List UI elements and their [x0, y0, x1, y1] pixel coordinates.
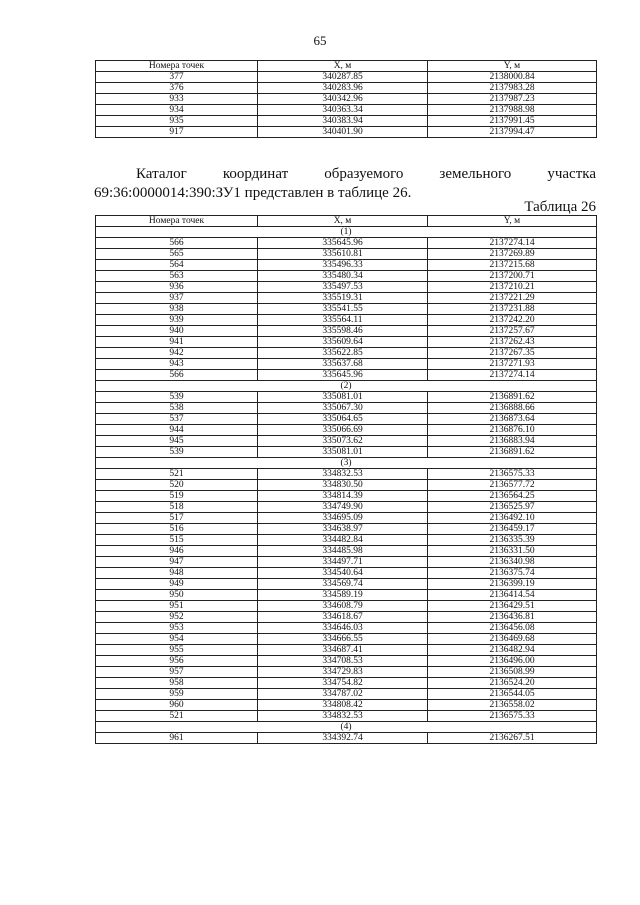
point-number-cell: 376 — [96, 83, 258, 94]
y-coordinate-cell: 2137231.88 — [428, 304, 597, 315]
y-coordinate-cell: 2136558.02 — [428, 700, 597, 711]
table-caption: Таблица 26 — [524, 199, 596, 215]
point-number-cell: 953 — [96, 623, 258, 634]
y-coordinate-cell: 2137200.71 — [428, 271, 597, 282]
y-coordinate-cell: 2137271.93 — [428, 359, 597, 370]
x-coordinate-cell: 334695.09 — [258, 513, 428, 524]
header-y: Y, м — [428, 216, 597, 227]
table-row — [96, 403, 597, 414]
x-coordinate-cell: 334687.41 — [258, 645, 428, 656]
x-coordinate-cell: 334569.74 — [258, 579, 428, 590]
y-coordinate-cell: 2137983.28 — [428, 83, 597, 94]
point-number-cell: 952 — [96, 612, 258, 623]
point-number-cell: 958 — [96, 678, 258, 689]
point-number-cell: 948 — [96, 568, 258, 579]
y-coordinate-cell: 2136399.19 — [428, 579, 597, 590]
section-label: (1) — [96, 227, 597, 238]
point-number-cell: 951 — [96, 601, 258, 612]
table-row — [96, 733, 597, 744]
x-coordinate-cell: 335480.34 — [258, 271, 428, 282]
y-coordinate-cell: 2137994.47 — [428, 127, 597, 138]
x-coordinate-cell: 335496.33 — [258, 260, 428, 271]
intro-word: координат — [222, 166, 289, 182]
y-coordinate-cell: 2136577.72 — [428, 480, 597, 491]
x-coordinate-cell: 340383.94 — [258, 116, 428, 127]
table-row — [96, 105, 597, 116]
table-row — [96, 127, 597, 138]
x-coordinate-cell: 334618.67 — [258, 612, 428, 623]
section-label: (2) — [96, 381, 597, 392]
table-row — [96, 667, 597, 678]
point-number-cell: 940 — [96, 326, 258, 337]
table-row — [96, 634, 597, 645]
y-coordinate-cell: 2136267.51 — [428, 733, 597, 744]
y-coordinate-cell: 2136525.97 — [428, 502, 597, 513]
table-row — [96, 612, 597, 623]
point-number-cell: 521 — [96, 469, 258, 480]
table-header-row — [96, 61, 597, 72]
intro-paragraph — [94, 165, 596, 203]
x-coordinate-cell: 334392.74 — [258, 733, 428, 744]
section-label-row — [96, 227, 597, 238]
x-coordinate-cell: 335610.81 — [258, 249, 428, 260]
table-row — [96, 678, 597, 689]
point-number-cell: 936 — [96, 282, 258, 293]
point-number-cell: 938 — [96, 304, 258, 315]
table-row — [96, 304, 597, 315]
table-row — [96, 94, 597, 105]
x-coordinate-cell: 334482.84 — [258, 535, 428, 546]
point-number-cell: 947 — [96, 557, 258, 568]
x-coordinate-cell: 334729.83 — [258, 667, 428, 678]
table-row — [96, 645, 597, 656]
y-coordinate-cell: 2136335.39 — [428, 535, 597, 546]
x-coordinate-cell: 340287.85 — [258, 72, 428, 83]
x-coordinate-cell: 334787.02 — [258, 689, 428, 700]
point-number-cell: 563 — [96, 271, 258, 282]
x-coordinate-cell: 335066.69 — [258, 425, 428, 436]
point-number-cell: 566 — [96, 370, 258, 381]
table-body — [96, 227, 597, 744]
table-row — [96, 700, 597, 711]
point-number-cell: 917 — [96, 127, 258, 138]
x-coordinate-cell: 334485.98 — [258, 546, 428, 557]
intro-word: образуемого — [324, 166, 404, 182]
x-coordinate-cell: 335564.11 — [258, 315, 428, 326]
y-coordinate-cell: 2136492.10 — [428, 513, 597, 524]
section-label: (4) — [96, 722, 597, 733]
y-coordinate-cell: 2136524.20 — [428, 678, 597, 689]
section-label-row — [96, 458, 597, 469]
y-coordinate-cell: 2136575.33 — [428, 469, 597, 480]
y-coordinate-cell: 2136459.17 — [428, 524, 597, 535]
table-row — [96, 623, 597, 634]
point-number-cell: 939 — [96, 315, 258, 326]
table-row — [96, 260, 597, 271]
table-row — [96, 337, 597, 348]
y-coordinate-cell: 2137215.68 — [428, 260, 597, 271]
coordinates-table-continued — [95, 60, 597, 138]
header-point-number: Номера точек — [96, 61, 258, 72]
intro-line-1 — [94, 165, 596, 184]
x-coordinate-cell: 334608.79 — [258, 601, 428, 612]
table-row — [96, 83, 597, 94]
table-row — [96, 491, 597, 502]
x-coordinate-cell: 340283.96 — [258, 83, 428, 94]
x-coordinate-cell: 335609.64 — [258, 337, 428, 348]
table-row — [96, 535, 597, 546]
table-row — [96, 524, 597, 535]
y-coordinate-cell: 2136873.64 — [428, 414, 597, 425]
table-row — [96, 568, 597, 579]
intro-word: Каталог — [136, 166, 187, 182]
point-number-cell: 519 — [96, 491, 258, 502]
x-coordinate-cell: 335598.46 — [258, 326, 428, 337]
x-coordinate-cell: 334832.53 — [258, 469, 428, 480]
section-label-row — [96, 722, 597, 733]
point-number-cell: 517 — [96, 513, 258, 524]
x-coordinate-cell: 334638.97 — [258, 524, 428, 535]
point-number-cell: 521 — [96, 711, 258, 722]
point-number-cell: 961 — [96, 733, 258, 744]
y-coordinate-cell: 2136331.50 — [428, 546, 597, 557]
point-number-cell: 566 — [96, 238, 258, 249]
table-row — [96, 326, 597, 337]
table-row — [96, 601, 597, 612]
header-x: X, м — [258, 61, 428, 72]
y-coordinate-cell: 2136429.51 — [428, 601, 597, 612]
y-coordinate-cell: 2136496.00 — [428, 656, 597, 667]
x-coordinate-cell: 335081.01 — [258, 392, 428, 403]
point-number-cell: 942 — [96, 348, 258, 359]
x-coordinate-cell: 340401.90 — [258, 127, 428, 138]
table-row — [96, 590, 597, 601]
section-label-row — [96, 381, 597, 392]
y-coordinate-cell: 2136340.98 — [428, 557, 597, 568]
y-coordinate-cell: 2136508.99 — [428, 667, 597, 678]
intro-word: земельного — [439, 166, 512, 182]
table-row — [96, 249, 597, 260]
x-coordinate-cell: 334754.82 — [258, 678, 428, 689]
x-coordinate-cell: 335645.96 — [258, 238, 428, 249]
table-row — [96, 469, 597, 480]
x-coordinate-cell: 335645.96 — [258, 370, 428, 381]
x-coordinate-cell: 334832.53 — [258, 711, 428, 722]
table-row — [96, 315, 597, 326]
point-number-cell: 946 — [96, 546, 258, 557]
section-label: (3) — [96, 458, 597, 469]
table-row — [96, 392, 597, 403]
y-coordinate-cell: 2137257.67 — [428, 326, 597, 337]
point-number-cell: 960 — [96, 700, 258, 711]
table-row — [96, 238, 597, 249]
y-coordinate-cell: 2137274.14 — [428, 370, 597, 381]
y-coordinate-cell: 2136436.81 — [428, 612, 597, 623]
point-number-cell: 539 — [96, 392, 258, 403]
y-coordinate-cell: 2137991.45 — [428, 116, 597, 127]
table-row — [96, 348, 597, 359]
table-body — [96, 72, 597, 138]
table-row — [96, 502, 597, 513]
x-coordinate-cell: 334814.39 — [258, 491, 428, 502]
table-row — [96, 116, 597, 127]
point-number-cell: 934 — [96, 105, 258, 116]
x-coordinate-cell: 334708.53 — [258, 656, 428, 667]
x-coordinate-cell: 335497.53 — [258, 282, 428, 293]
x-coordinate-cell: 335073.62 — [258, 436, 428, 447]
table-row — [96, 546, 597, 557]
table-row — [96, 271, 597, 282]
point-number-cell: 537 — [96, 414, 258, 425]
y-coordinate-cell: 2137987.23 — [428, 94, 597, 105]
table-row — [96, 480, 597, 491]
y-coordinate-cell: 2137274.14 — [428, 238, 597, 249]
y-coordinate-cell: 2136564.25 — [428, 491, 597, 502]
x-coordinate-cell: 335064.65 — [258, 414, 428, 425]
y-coordinate-cell: 2137267.35 — [428, 348, 597, 359]
table-row — [96, 447, 597, 458]
y-coordinate-cell: 2136544.05 — [428, 689, 597, 700]
header-y: Y, м — [428, 61, 597, 72]
point-number-cell: 944 — [96, 425, 258, 436]
header-point-number: Номера точек — [96, 216, 258, 227]
table-row — [96, 579, 597, 590]
table-row — [96, 282, 597, 293]
x-coordinate-cell: 334540.64 — [258, 568, 428, 579]
point-number-cell: 515 — [96, 535, 258, 546]
point-number-cell: 516 — [96, 524, 258, 535]
coordinates-table-26 — [95, 215, 597, 744]
point-number-cell: 949 — [96, 579, 258, 590]
point-number-cell: 935 — [96, 116, 258, 127]
x-coordinate-cell: 340363.34 — [258, 105, 428, 116]
x-coordinate-cell: 334646.03 — [258, 623, 428, 634]
y-coordinate-cell: 2136469.68 — [428, 634, 597, 645]
x-coordinate-cell: 335637.68 — [258, 359, 428, 370]
y-coordinate-cell: 2136876.10 — [428, 425, 597, 436]
intro-line-2: 69:36:0000014:390:ЗУ1 представлен в таблице 26. — [94, 185, 412, 201]
point-number-cell: 539 — [96, 447, 258, 458]
y-coordinate-cell: 2138000.84 — [428, 72, 597, 83]
y-coordinate-cell: 2137988.98 — [428, 105, 597, 116]
header-x: X, м — [258, 216, 428, 227]
point-number-cell: 959 — [96, 689, 258, 700]
table-row — [96, 711, 597, 722]
y-coordinate-cell: 2137210.21 — [428, 282, 597, 293]
table-row — [96, 293, 597, 304]
x-coordinate-cell: 334808.42 — [258, 700, 428, 711]
table-row — [96, 656, 597, 667]
point-number-cell: 565 — [96, 249, 258, 260]
point-number-cell: 518 — [96, 502, 258, 513]
point-number-cell: 955 — [96, 645, 258, 656]
point-number-cell: 943 — [96, 359, 258, 370]
table-row — [96, 370, 597, 381]
point-number-cell: 957 — [96, 667, 258, 678]
table-row — [96, 425, 597, 436]
y-coordinate-cell: 2136482.94 — [428, 645, 597, 656]
y-coordinate-cell: 2136414.54 — [428, 590, 597, 601]
point-number-cell: 520 — [96, 480, 258, 491]
x-coordinate-cell: 334830.50 — [258, 480, 428, 491]
table-row — [96, 557, 597, 568]
y-coordinate-cell: 2136575.33 — [428, 711, 597, 722]
x-coordinate-cell: 340342.96 — [258, 94, 428, 105]
x-coordinate-cell: 334749.90 — [258, 502, 428, 513]
y-coordinate-cell: 2136891.62 — [428, 447, 597, 458]
x-coordinate-cell: 334589.19 — [258, 590, 428, 601]
x-coordinate-cell: 335081.01 — [258, 447, 428, 458]
table-row — [96, 414, 597, 425]
table-header-row — [96, 216, 597, 227]
x-coordinate-cell: 335519.31 — [258, 293, 428, 304]
intro-word: участка — [547, 166, 596, 182]
point-number-cell: 941 — [96, 337, 258, 348]
y-coordinate-cell: 2136891.62 — [428, 392, 597, 403]
y-coordinate-cell: 2137269.89 — [428, 249, 597, 260]
y-coordinate-cell: 2137242.20 — [428, 315, 597, 326]
point-number-cell: 564 — [96, 260, 258, 271]
point-number-cell: 538 — [96, 403, 258, 414]
y-coordinate-cell: 2137262.43 — [428, 337, 597, 348]
table-row — [96, 436, 597, 447]
x-coordinate-cell: 335541.55 — [258, 304, 428, 315]
table-row — [96, 689, 597, 700]
x-coordinate-cell: 335067.30 — [258, 403, 428, 414]
y-coordinate-cell: 2136375.74 — [428, 568, 597, 579]
x-coordinate-cell: 334666.55 — [258, 634, 428, 645]
y-coordinate-cell: 2136883.94 — [428, 436, 597, 447]
y-coordinate-cell: 2136888.66 — [428, 403, 597, 414]
point-number-cell: 956 — [96, 656, 258, 667]
point-number-cell: 933 — [96, 94, 258, 105]
point-number-cell: 937 — [96, 293, 258, 304]
point-number-cell: 950 — [96, 590, 258, 601]
table-row — [96, 72, 597, 83]
y-coordinate-cell: 2136456.08 — [428, 623, 597, 634]
point-number-cell: 954 — [96, 634, 258, 645]
page-number: 65 — [313, 33, 327, 48]
table-row — [96, 359, 597, 370]
y-coordinate-cell: 2137221.29 — [428, 293, 597, 304]
x-coordinate-cell: 335622.85 — [258, 348, 428, 359]
x-coordinate-cell: 334497.71 — [258, 557, 428, 568]
table-row — [96, 513, 597, 524]
point-number-cell: 945 — [96, 436, 258, 447]
point-number-cell: 377 — [96, 72, 258, 83]
